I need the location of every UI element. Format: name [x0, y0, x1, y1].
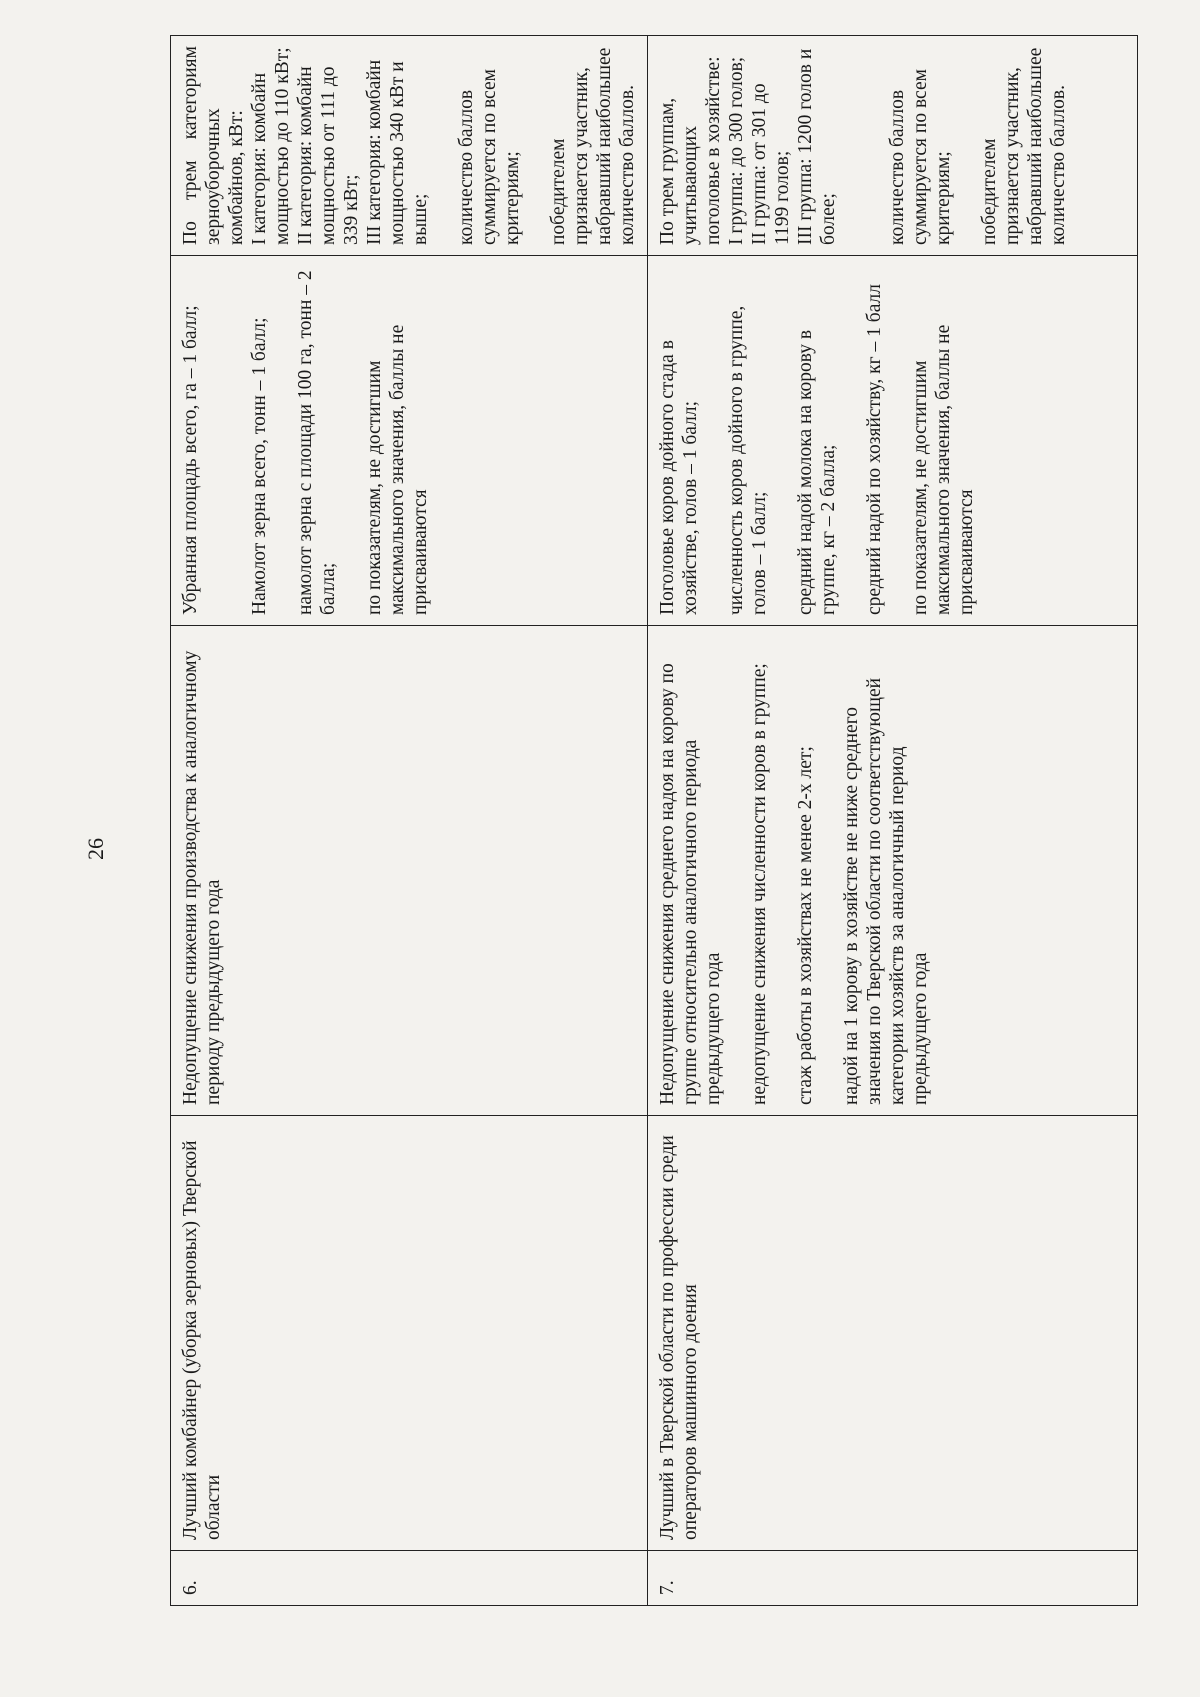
rotated-table-container — [170, 36, 1090, 1606]
group-text: По трем группам, учитывающих поголовье в хозяйстве: — [657, 56, 724, 245]
row-number-cell — [171, 1551, 648, 1606]
group-text: II группа: от 301 до 1199 голов; — [749, 83, 793, 245]
group-text: По трем категориям зерноуборочных комбайнов, кВт: — [180, 46, 247, 245]
condition-text: надой на 1 корову в хозяйстве не ниже среднего значения по Тверской области по соответствующей категории хозяйств за аналогичный период предыдущего года — [841, 677, 931, 1105]
nomination-cell — [648, 1116, 1138, 1551]
row-number: 6. — [180, 1580, 201, 1595]
criterion-text: численность коров дойного в группе, голов – 1 балл; — [726, 305, 770, 615]
group-text: количество баллов суммируется по всем критериям; — [887, 69, 954, 245]
page-number: 26 — [83, 838, 108, 860]
group-text: I группа: до 300 голов; — [726, 56, 747, 245]
group-text: количество баллов суммируется по всем критериям; — [456, 69, 523, 245]
group-text: победителем признается участник, набравший наибольшее количество баллов. — [548, 47, 638, 245]
row-number: 7. — [657, 1580, 678, 1595]
criterion-text: средний надой по хозяйству, кг – 1 балл — [864, 284, 885, 615]
criterion-text: Намолот зерна всего, тонн – 1 балл; — [249, 317, 270, 615]
nomination-name: Лучший комбайнер (уборка зерновых) Тверской области — [180, 1140, 224, 1540]
groups-cell — [171, 36, 648, 256]
table-row — [171, 36, 648, 1606]
group-text: III категория: комбайн мощностью 340 кВт и выше; — [364, 59, 431, 245]
groups-cell — [648, 36, 1138, 256]
criterion-text: Убранная площадь всего, га – 1 балл; — [180, 305, 201, 615]
criterion-text: средний надой молока на корову в группе, кг – 2 балла; — [795, 329, 839, 615]
table-row — [648, 36, 1138, 1606]
criterion-text: намолот зерна с площади 100 га, тонн – 2 балла; — [295, 270, 339, 615]
group-text: I категория: комбайн мощностью до 110 кВт; — [249, 47, 293, 245]
group-text: II категория: комбайн мощностью от 111 до 339 кВт; — [295, 66, 362, 245]
nomination-name: Лучший в Тверской области по профессии среди операторов машинного доения — [657, 1135, 701, 1540]
condition-text: недопущение снижения численности коров в группе; — [749, 663, 770, 1105]
condition-text: Недопущение снижения среднего надоя на корову по группе относительно аналогичного периода предыдущего года — [657, 663, 724, 1105]
criterion-text: по показателям, не достигшим максимального значения, баллы не присваиваются — [364, 324, 431, 615]
condition-text: Недопущение снижения производства к аналогичному периоду предыдущего года — [180, 650, 224, 1105]
conditions-cell — [648, 626, 1138, 1116]
row-number-cell — [648, 1551, 1138, 1606]
competition-table — [170, 35, 1138, 1606]
criteria-cell — [648, 256, 1138, 626]
nomination-cell — [171, 1116, 648, 1551]
condition-text: стаж работы в хозяйствах не менее 2-х лет; — [795, 746, 816, 1105]
group-text: III группа: 1200 голов и более; — [795, 48, 839, 245]
conditions-cell — [171, 626, 648, 1116]
criteria-cell — [171, 256, 648, 626]
criterion-text: Поголовье коров дойного стада в хозяйстве, голов – 1 балл; — [657, 340, 701, 615]
criterion-text: по показателям, не достигшим максимального значения, баллы не присваиваются — [910, 324, 977, 615]
group-text: победителем признается участник, набравший наибольшее количество баллов. — [979, 47, 1069, 245]
